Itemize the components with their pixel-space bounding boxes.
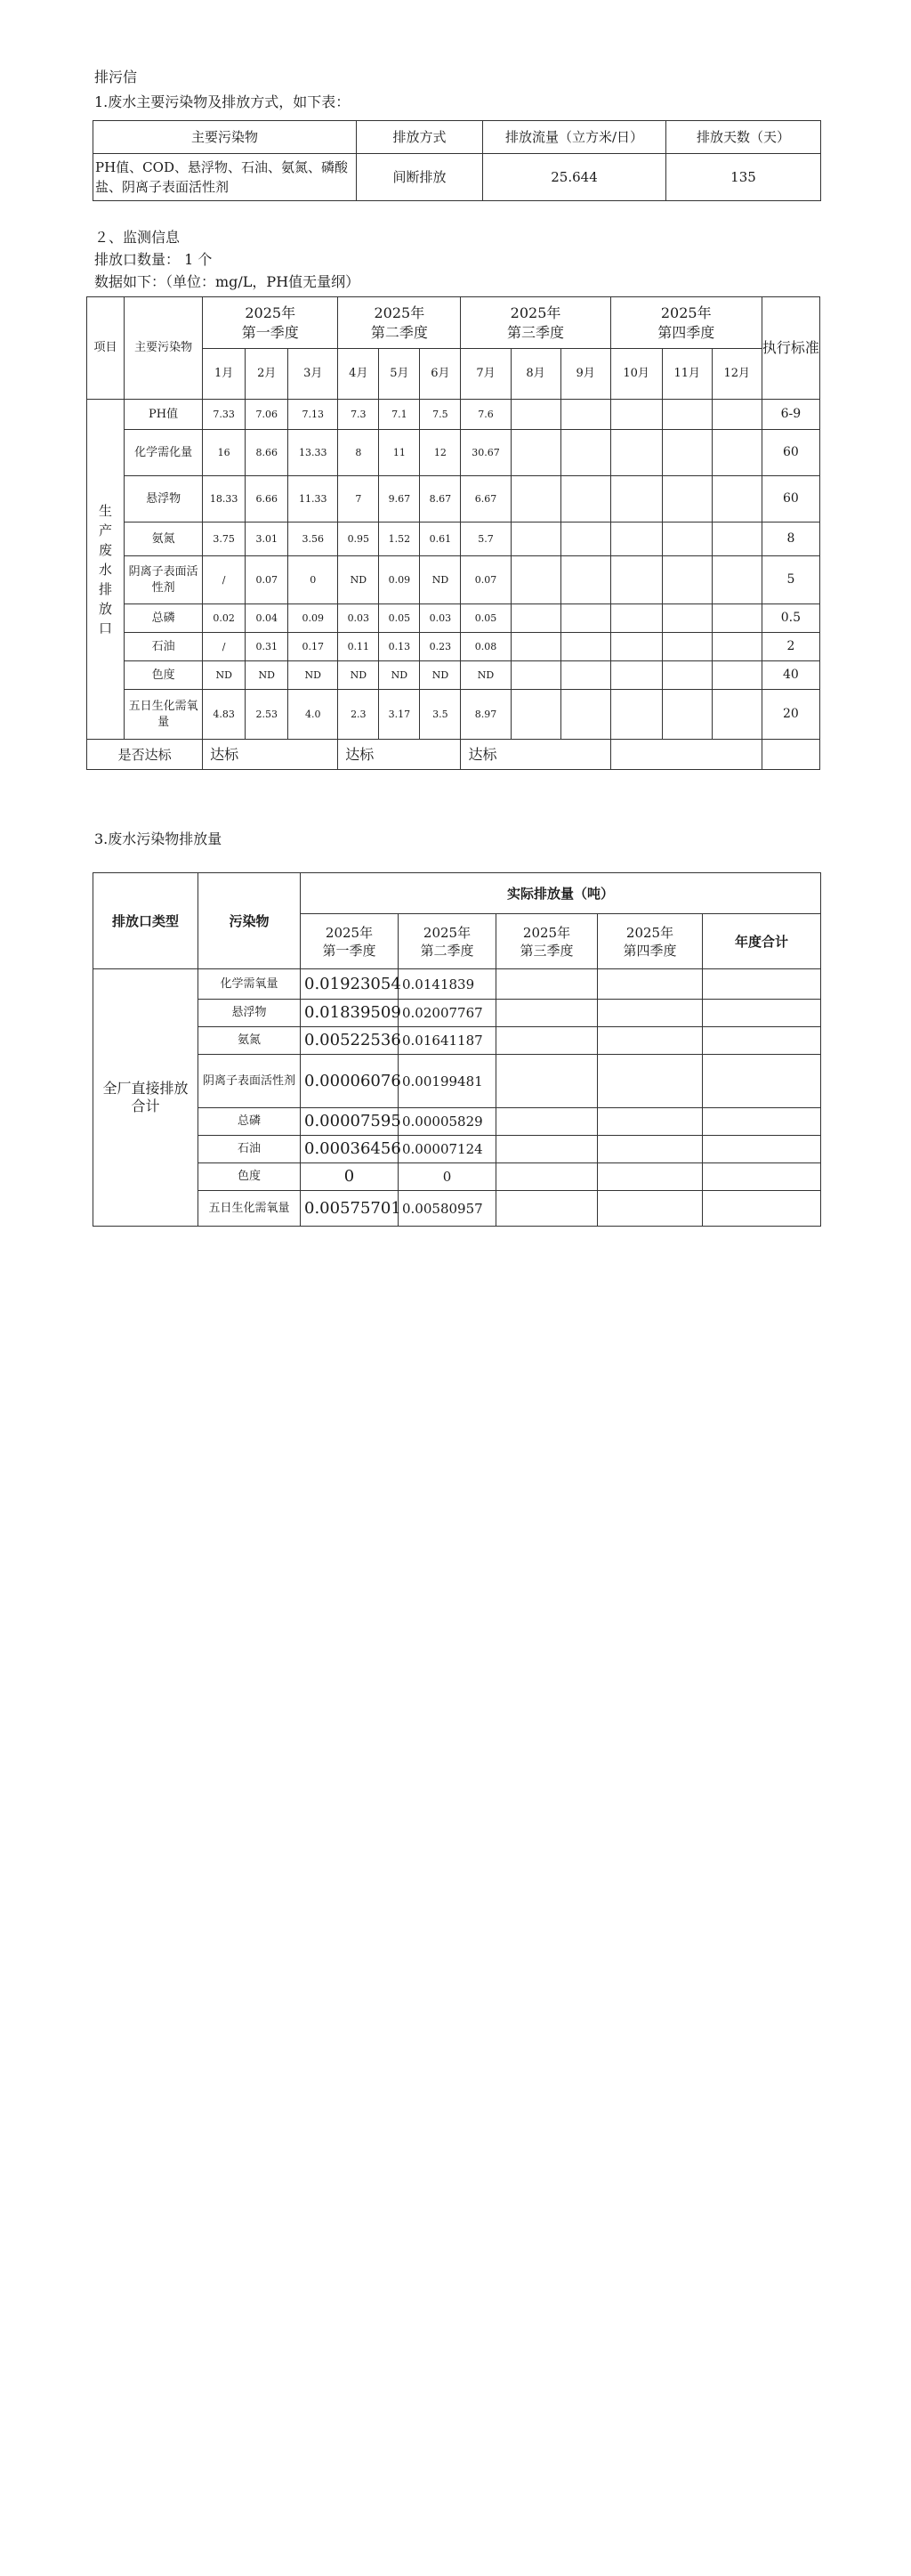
monthly-value: ND: [420, 661, 461, 690]
monthly-value: 8.67: [420, 476, 461, 522]
table-row: [87, 690, 820, 740]
quarter-year: 2025年: [423, 924, 472, 941]
monthly-value: [662, 522, 712, 556]
quarter-name: 第一季度: [322, 942, 376, 959]
emission-value: 0.00036456: [301, 1136, 399, 1163]
quarter-header: [461, 297, 610, 349]
monthly-value: [610, 604, 662, 633]
monthly-value: ND: [338, 661, 379, 690]
monthly-value: 7.1: [379, 400, 420, 430]
monthly-value: 18.33: [203, 476, 246, 522]
quarter-year: 2025年: [522, 924, 571, 941]
emission-value: [598, 1136, 703, 1163]
monthly-value: 0.08: [461, 633, 511, 661]
emission-value: [496, 969, 598, 1000]
monthly-value: ND: [420, 556, 461, 604]
emission-value: [598, 1191, 703, 1227]
monthly-value: [560, 556, 610, 604]
monthly-value: 0.09: [288, 604, 338, 633]
monthly-value: 12: [420, 430, 461, 476]
month-header: 3月: [288, 349, 338, 400]
emission-value: [496, 1055, 598, 1108]
monthly-value: [662, 690, 712, 740]
table-row: [87, 633, 820, 661]
monthly-value: ND: [461, 661, 511, 690]
emission-value: 0.00007595: [301, 1108, 399, 1136]
monthly-value: 0.05: [379, 604, 420, 633]
standard-value: 60: [762, 476, 819, 522]
monthly-value: [511, 604, 560, 633]
quarter-header: [598, 914, 703, 969]
monthly-value: 2.53: [246, 690, 288, 740]
monthly-value: 7.3: [338, 400, 379, 430]
table-row: [93, 969, 821, 1000]
monthly-value: 8.97: [461, 690, 511, 740]
emission-value: [496, 1191, 598, 1227]
monthly-value: ND: [338, 556, 379, 604]
monthly-value: [511, 690, 560, 740]
monthly-value: 3.01: [246, 522, 288, 556]
emission-value: [703, 1108, 821, 1136]
month-header: 5月: [379, 349, 420, 400]
monthly-value: [610, 661, 662, 690]
pollutant-name: 悬浮物: [198, 1000, 301, 1027]
table-row: [93, 1191, 821, 1227]
emission-value: [598, 1163, 703, 1191]
monthly-value: [560, 476, 610, 522]
header-pollutants: 主要污染物: [93, 121, 357, 154]
monthly-value: 0.04: [246, 604, 288, 633]
monthly-value: ND: [246, 661, 288, 690]
quarter-header: [203, 297, 338, 349]
quarter-year: 2025年: [245, 304, 296, 321]
month-header: 6月: [420, 349, 461, 400]
monthly-value: 0.13: [379, 633, 420, 661]
monthly-value: 0.09: [379, 556, 420, 604]
monthly-value: [662, 476, 712, 522]
monthly-value: [712, 604, 762, 633]
pollutant-name: 总磷: [198, 1108, 301, 1136]
monthly-value: [560, 690, 610, 740]
monthly-value: 7.13: [288, 400, 338, 430]
compliance-value: 达标: [461, 740, 610, 770]
monthly-value: 0.03: [420, 604, 461, 633]
compliance-label: 是否达标: [87, 740, 203, 770]
emission-value: [703, 1000, 821, 1027]
emission-value: [598, 969, 703, 1000]
emission-value: [703, 1163, 821, 1191]
monthly-value: [662, 430, 712, 476]
monthly-value: 0.05: [461, 604, 511, 633]
pollutant-name: 五日生化需氧量: [125, 690, 203, 740]
standard-value: 2: [762, 633, 819, 661]
emission-value: 0.00580957: [399, 1191, 496, 1227]
compliance-value: 达标: [203, 740, 338, 770]
quarter-header: [496, 914, 598, 969]
quarter-name: 第三季度: [507, 323, 565, 341]
pollutant-name: 色度: [198, 1163, 301, 1191]
monthly-value: [511, 661, 560, 690]
monthly-value: [712, 690, 762, 740]
table-row: [87, 400, 820, 430]
header-outlet-type: 排放口类型: [93, 873, 198, 969]
monthly-value: 4.83: [203, 690, 246, 740]
month-header: 7月: [461, 349, 511, 400]
monthly-value: 2.3: [338, 690, 379, 740]
monthly-value: [662, 400, 712, 430]
pollutant-list: PH值、COD、悬浮物、石油、氨氮、磷酸盐、阴离子表面活性剂: [93, 154, 357, 201]
monthly-value: 3.5: [420, 690, 461, 740]
compliance-value: 达标: [338, 740, 461, 770]
pollutant-name: 氨氮: [198, 1027, 301, 1055]
pollutant-name: 阴离子表面活性剂: [198, 1055, 301, 1108]
emission-value: 0.00522536: [301, 1027, 399, 1055]
month-header: 8月: [511, 349, 560, 400]
emission-value: [703, 1055, 821, 1108]
quarter-header: [399, 914, 496, 969]
table-row: [93, 1136, 821, 1163]
standard-value: 5: [762, 556, 819, 604]
monthly-value: /: [203, 633, 246, 661]
monthly-value: 7.06: [246, 400, 288, 430]
monthly-value: 0.07: [246, 556, 288, 604]
monthly-value: [712, 476, 762, 522]
monthly-value: [610, 633, 662, 661]
monthly-value: [610, 476, 662, 522]
emission-value: [598, 1055, 703, 1108]
emission-value: [598, 1000, 703, 1027]
header-item: 项目: [87, 297, 125, 400]
emission-value: 0.0141839: [399, 969, 496, 1000]
table-row: [93, 1055, 821, 1108]
emission-value: [598, 1108, 703, 1136]
emission-value: 0.01839509: [301, 1000, 399, 1027]
quarter-header: [338, 297, 461, 349]
month-header: 4月: [338, 349, 379, 400]
quarter-name: 第一季度: [241, 323, 299, 341]
month-header: 12月: [712, 349, 762, 400]
data-note: 数据如下：（单位：mg/L，PH值无量纲）: [94, 273, 360, 290]
emission-value: 0: [301, 1163, 399, 1191]
monthly-value: [610, 400, 662, 430]
monthly-value: [712, 556, 762, 604]
monthly-value: [560, 522, 610, 556]
quarter-name: 第四季度: [657, 323, 715, 341]
standard-value: 60: [762, 430, 819, 476]
emission-value: [496, 1027, 598, 1055]
quarter-name: 第二季度: [420, 942, 474, 959]
standard-value: 6-9: [762, 400, 819, 430]
emission-value: 0.00575701: [301, 1191, 399, 1227]
pollutant-name: 总磷: [125, 604, 203, 633]
monthly-value: [511, 430, 560, 476]
monthly-value: [560, 661, 610, 690]
table-row: [87, 476, 820, 522]
emission-value: [703, 1136, 821, 1163]
emission-value: 0.00006076: [301, 1055, 399, 1108]
pollutant-name: PH值: [125, 400, 203, 430]
monthly-value: 7.33: [203, 400, 246, 430]
emission-table: [93, 872, 821, 1227]
quarter-header: [610, 297, 762, 349]
pollutant-name: 五日生化需氧量: [198, 1191, 301, 1227]
monthly-value: 6.67: [461, 476, 511, 522]
quarter-year: 2025年: [625, 924, 674, 941]
monthly-value: 7.5: [420, 400, 461, 430]
part2-heading: ２、监测信息: [94, 229, 181, 246]
monthly-value: [511, 556, 560, 604]
monthly-value: [712, 430, 762, 476]
emission-value: [496, 1136, 598, 1163]
table-row: [93, 1000, 821, 1027]
emission-value: 0.00007124: [399, 1136, 496, 1163]
quarter-year: 2025年: [660, 304, 712, 321]
quarter-name: 第三季度: [520, 942, 574, 959]
table-row: [87, 604, 820, 633]
monthly-value: [610, 430, 662, 476]
monthly-value: 11: [379, 430, 420, 476]
pollutant-name: 悬浮物: [125, 476, 203, 522]
table-row: [87, 522, 820, 556]
month-header: 10月: [610, 349, 662, 400]
emission-value: 0.00005829: [399, 1108, 496, 1136]
monthly-value: [511, 522, 560, 556]
pollutant-name: 化学需化量: [125, 430, 203, 476]
monthly-value: 0.95: [338, 522, 379, 556]
monthly-value: 0.02: [203, 604, 246, 633]
monthly-value: 9.67: [379, 476, 420, 522]
monthly-value: 3.17: [379, 690, 420, 740]
monthly-value: 16: [203, 430, 246, 476]
header-mode: 排放方式: [357, 121, 483, 154]
emission-value: 0.02007767: [399, 1000, 496, 1027]
monthly-value: 0.23: [420, 633, 461, 661]
monthly-value: 7.6: [461, 400, 511, 430]
quarter-year: 2025年: [374, 304, 425, 321]
monthly-value: [560, 400, 610, 430]
month-header: 1月: [203, 349, 246, 400]
emission-value: 0.00199481: [399, 1055, 496, 1108]
header-days: 排放天数（天）: [666, 121, 821, 154]
standard-value: 40: [762, 661, 819, 690]
pollutant-name: 氨氮: [125, 522, 203, 556]
emission-value: 0: [399, 1163, 496, 1191]
table-row: [93, 1108, 821, 1136]
monthly-value: 8.66: [246, 430, 288, 476]
monthly-value: [712, 633, 762, 661]
monthly-value: 0.11: [338, 633, 379, 661]
monthly-value: [712, 522, 762, 556]
pollutant-name: 石油: [125, 633, 203, 661]
quarter-year: 2025年: [510, 304, 561, 321]
table-row: [93, 1163, 821, 1191]
monthly-value: [610, 556, 662, 604]
table-row: [87, 430, 820, 476]
monthly-value: [560, 430, 610, 476]
header-annual-total: 年度合计: [703, 914, 821, 969]
monthly-value: 8: [338, 430, 379, 476]
monthly-value: [511, 400, 560, 430]
emission-value: [703, 1191, 821, 1227]
monthly-value: [662, 633, 712, 661]
monthly-value: [511, 633, 560, 661]
monthly-value: 3.75: [203, 522, 246, 556]
discharge-mode: 间断排放: [357, 154, 483, 201]
emission-value: 0.01641187: [399, 1027, 496, 1055]
pollutant-name: 色度: [125, 661, 203, 690]
section-title: 排污信: [94, 69, 138, 85]
part1-heading: 1.废水主要污染物及排放方式，如下表：: [94, 93, 351, 110]
monthly-value: ND: [203, 661, 246, 690]
compliance-standard-empty: [762, 740, 819, 770]
emission-value: [496, 1163, 598, 1191]
standard-value: 8: [762, 522, 819, 556]
monthly-value: [662, 661, 712, 690]
standard-value: 20: [762, 690, 819, 740]
part3-heading: 3.废水污染物排放量: [94, 830, 222, 847]
monthly-value: ND: [379, 661, 420, 690]
standard-value: 0.5: [762, 604, 819, 633]
pollutant-name: 阴离子表面活性剂: [125, 556, 203, 604]
monthly-value: 0.07: [461, 556, 511, 604]
monthly-value: 13.33: [288, 430, 338, 476]
monthly-value: [712, 661, 762, 690]
row-group-label: 生产废水排放口: [87, 400, 125, 740]
monthly-value: 1.52: [379, 522, 420, 556]
monthly-value: 3.56: [288, 522, 338, 556]
quarter-name: 第四季度: [623, 942, 677, 959]
pollutant-name: 石油: [198, 1136, 301, 1163]
header-pollutant: 主要污染物: [125, 297, 203, 400]
monthly-value: /: [203, 556, 246, 604]
monthly-value: 6.66: [246, 476, 288, 522]
table-row: [93, 1027, 821, 1055]
discharge-days: 135: [666, 154, 821, 201]
emission-value: 0.01923054: [301, 969, 399, 1000]
emission-value: [703, 1027, 821, 1055]
header-actual-emission: 实际排放量（吨）: [301, 873, 821, 914]
monthly-value: 5.7: [461, 522, 511, 556]
emission-value: [598, 1027, 703, 1055]
month-header: 11月: [662, 349, 712, 400]
monthly-value: 0: [288, 556, 338, 604]
monthly-value: ND: [288, 661, 338, 690]
quarter-name: 第二季度: [370, 323, 428, 341]
monthly-value: 0.03: [338, 604, 379, 633]
header-flow: 排放流量（立方米/日）: [483, 121, 666, 154]
quarter-header: [301, 914, 399, 969]
compliance-value: [610, 740, 762, 770]
monthly-value: [511, 476, 560, 522]
monthly-value: [560, 604, 610, 633]
monthly-value: [712, 400, 762, 430]
quarter-year: 2025年: [325, 924, 374, 941]
month-header: 2月: [246, 349, 288, 400]
outlet-count: 排放口数量： 1 个: [94, 251, 213, 268]
monthly-value: [560, 633, 610, 661]
header-standard: 执行标准: [762, 297, 819, 400]
monthly-value: 30.67: [461, 430, 511, 476]
outlet-type-label: 全厂直接排放合计: [93, 969, 198, 1227]
discharge-flow: 25.644: [483, 154, 666, 201]
pollutant-name: 化学需氧量: [198, 969, 301, 1000]
header-pollutant: 污染物: [198, 873, 301, 969]
table-row: [87, 661, 820, 690]
monthly-value: [662, 604, 712, 633]
table-row: [87, 556, 820, 604]
monitoring-table: [86, 296, 820, 770]
monthly-value: [610, 522, 662, 556]
pollutant-discharge-table: [93, 120, 821, 201]
monthly-value: 0.61: [420, 522, 461, 556]
monthly-value: 0.31: [246, 633, 288, 661]
monthly-value: 0.17: [288, 633, 338, 661]
emission-value: [703, 969, 821, 1000]
monthly-value: [662, 556, 712, 604]
monthly-value: [610, 690, 662, 740]
monthly-value: 4.0: [288, 690, 338, 740]
monthly-value: 11.33: [288, 476, 338, 522]
month-header: 9月: [560, 349, 610, 400]
emission-value: [496, 1000, 598, 1027]
monthly-value: 7: [338, 476, 379, 522]
emission-value: [496, 1108, 598, 1136]
